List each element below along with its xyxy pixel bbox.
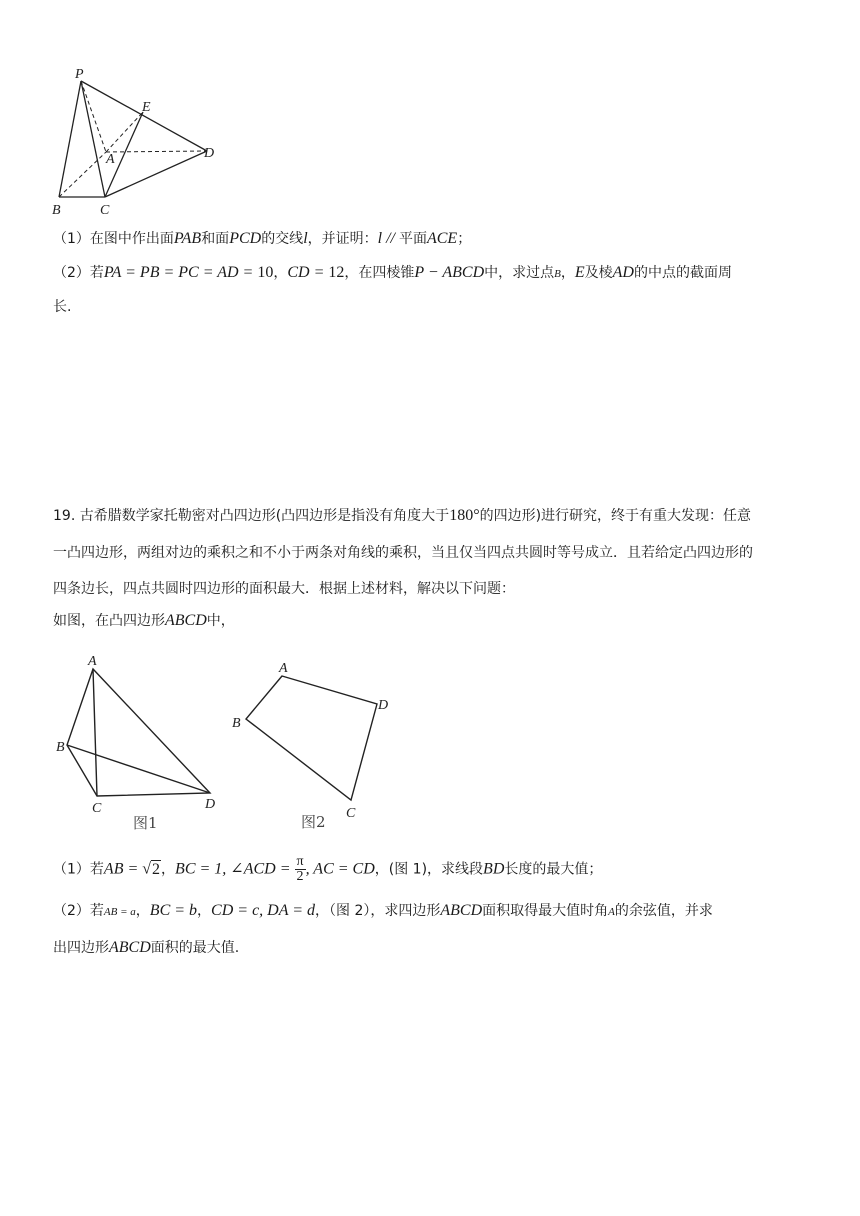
fig2-label-D: D — [378, 698, 389, 713]
fig1-label-C: C — [92, 801, 102, 816]
pyramid-figure — [50, 64, 230, 219]
fig2-label-A: A — [279, 661, 288, 676]
fig1-caption: 图1 — [133, 814, 158, 832]
q19-intro-line3: 四条边长，四点共圆时四边形的面积最大．根据上述材料，解决以下问题： — [53, 581, 515, 597]
question-number: 19. — [53, 508, 76, 524]
label-B: B — [52, 203, 61, 218]
fig1-label-D: D — [205, 797, 216, 812]
fig1-label-B: B — [56, 740, 65, 755]
q19-intro-line1: 19. 古希腊数学家托勒密对凸四边形(凸四边形是指没有角度大于180°的四边形)进行研究，终于有重大发现：任意 — [53, 507, 752, 524]
label-C: C — [100, 203, 110, 218]
fig2-label-B: B — [232, 716, 241, 731]
label-P: P — [75, 67, 84, 82]
fig2-caption: 图2 — [301, 813, 326, 831]
q18-part2-cont: 长. — [53, 299, 72, 315]
q19-part1: （1）若AB = √2，BC = 1, ∠ACD = $\frac{\pi}{2}$ , AC = CD，(图 1)，求线段BD长度的最大值； — [53, 854, 603, 884]
q19-intro-line4: 如图，在凸四边形ABCD中， — [53, 612, 235, 629]
figure-2 — [225, 650, 405, 835]
label-D: D — [204, 146, 215, 161]
q18-part2: （2）若PA = PB = PC = AD = 10，CD = 12，在四棱锥P − ABCD中，求过点B，E及棱AD的中点的截面周 — [53, 264, 732, 281]
label-E: E — [142, 100, 151, 115]
fig2-label-C: C — [346, 806, 356, 821]
figure-1 — [50, 650, 230, 835]
q19-intro-line2: 一凸四边形，两组对边的乘积之和不小于两条对角线的乘积，当且仅当四点共圆时等号成立．且若给定凸四边形的 — [53, 545, 753, 561]
q19-part2-cont: 出四边形ABCD面积的最大值. — [53, 939, 240, 956]
label-A: A — [106, 152, 115, 167]
q18-part1: （1）在图中作出面PAB和面PCD的交线l，并证明：l // 平面ACE； — [53, 230, 472, 247]
fig1-label-A: A — [88, 654, 97, 669]
q19-part2: （2）若AB = a，BC = b，CD = c, DA = d，（图 2），求四边形ABCD面积取得最大值时角A的余弦值，并求 — [53, 902, 713, 919]
